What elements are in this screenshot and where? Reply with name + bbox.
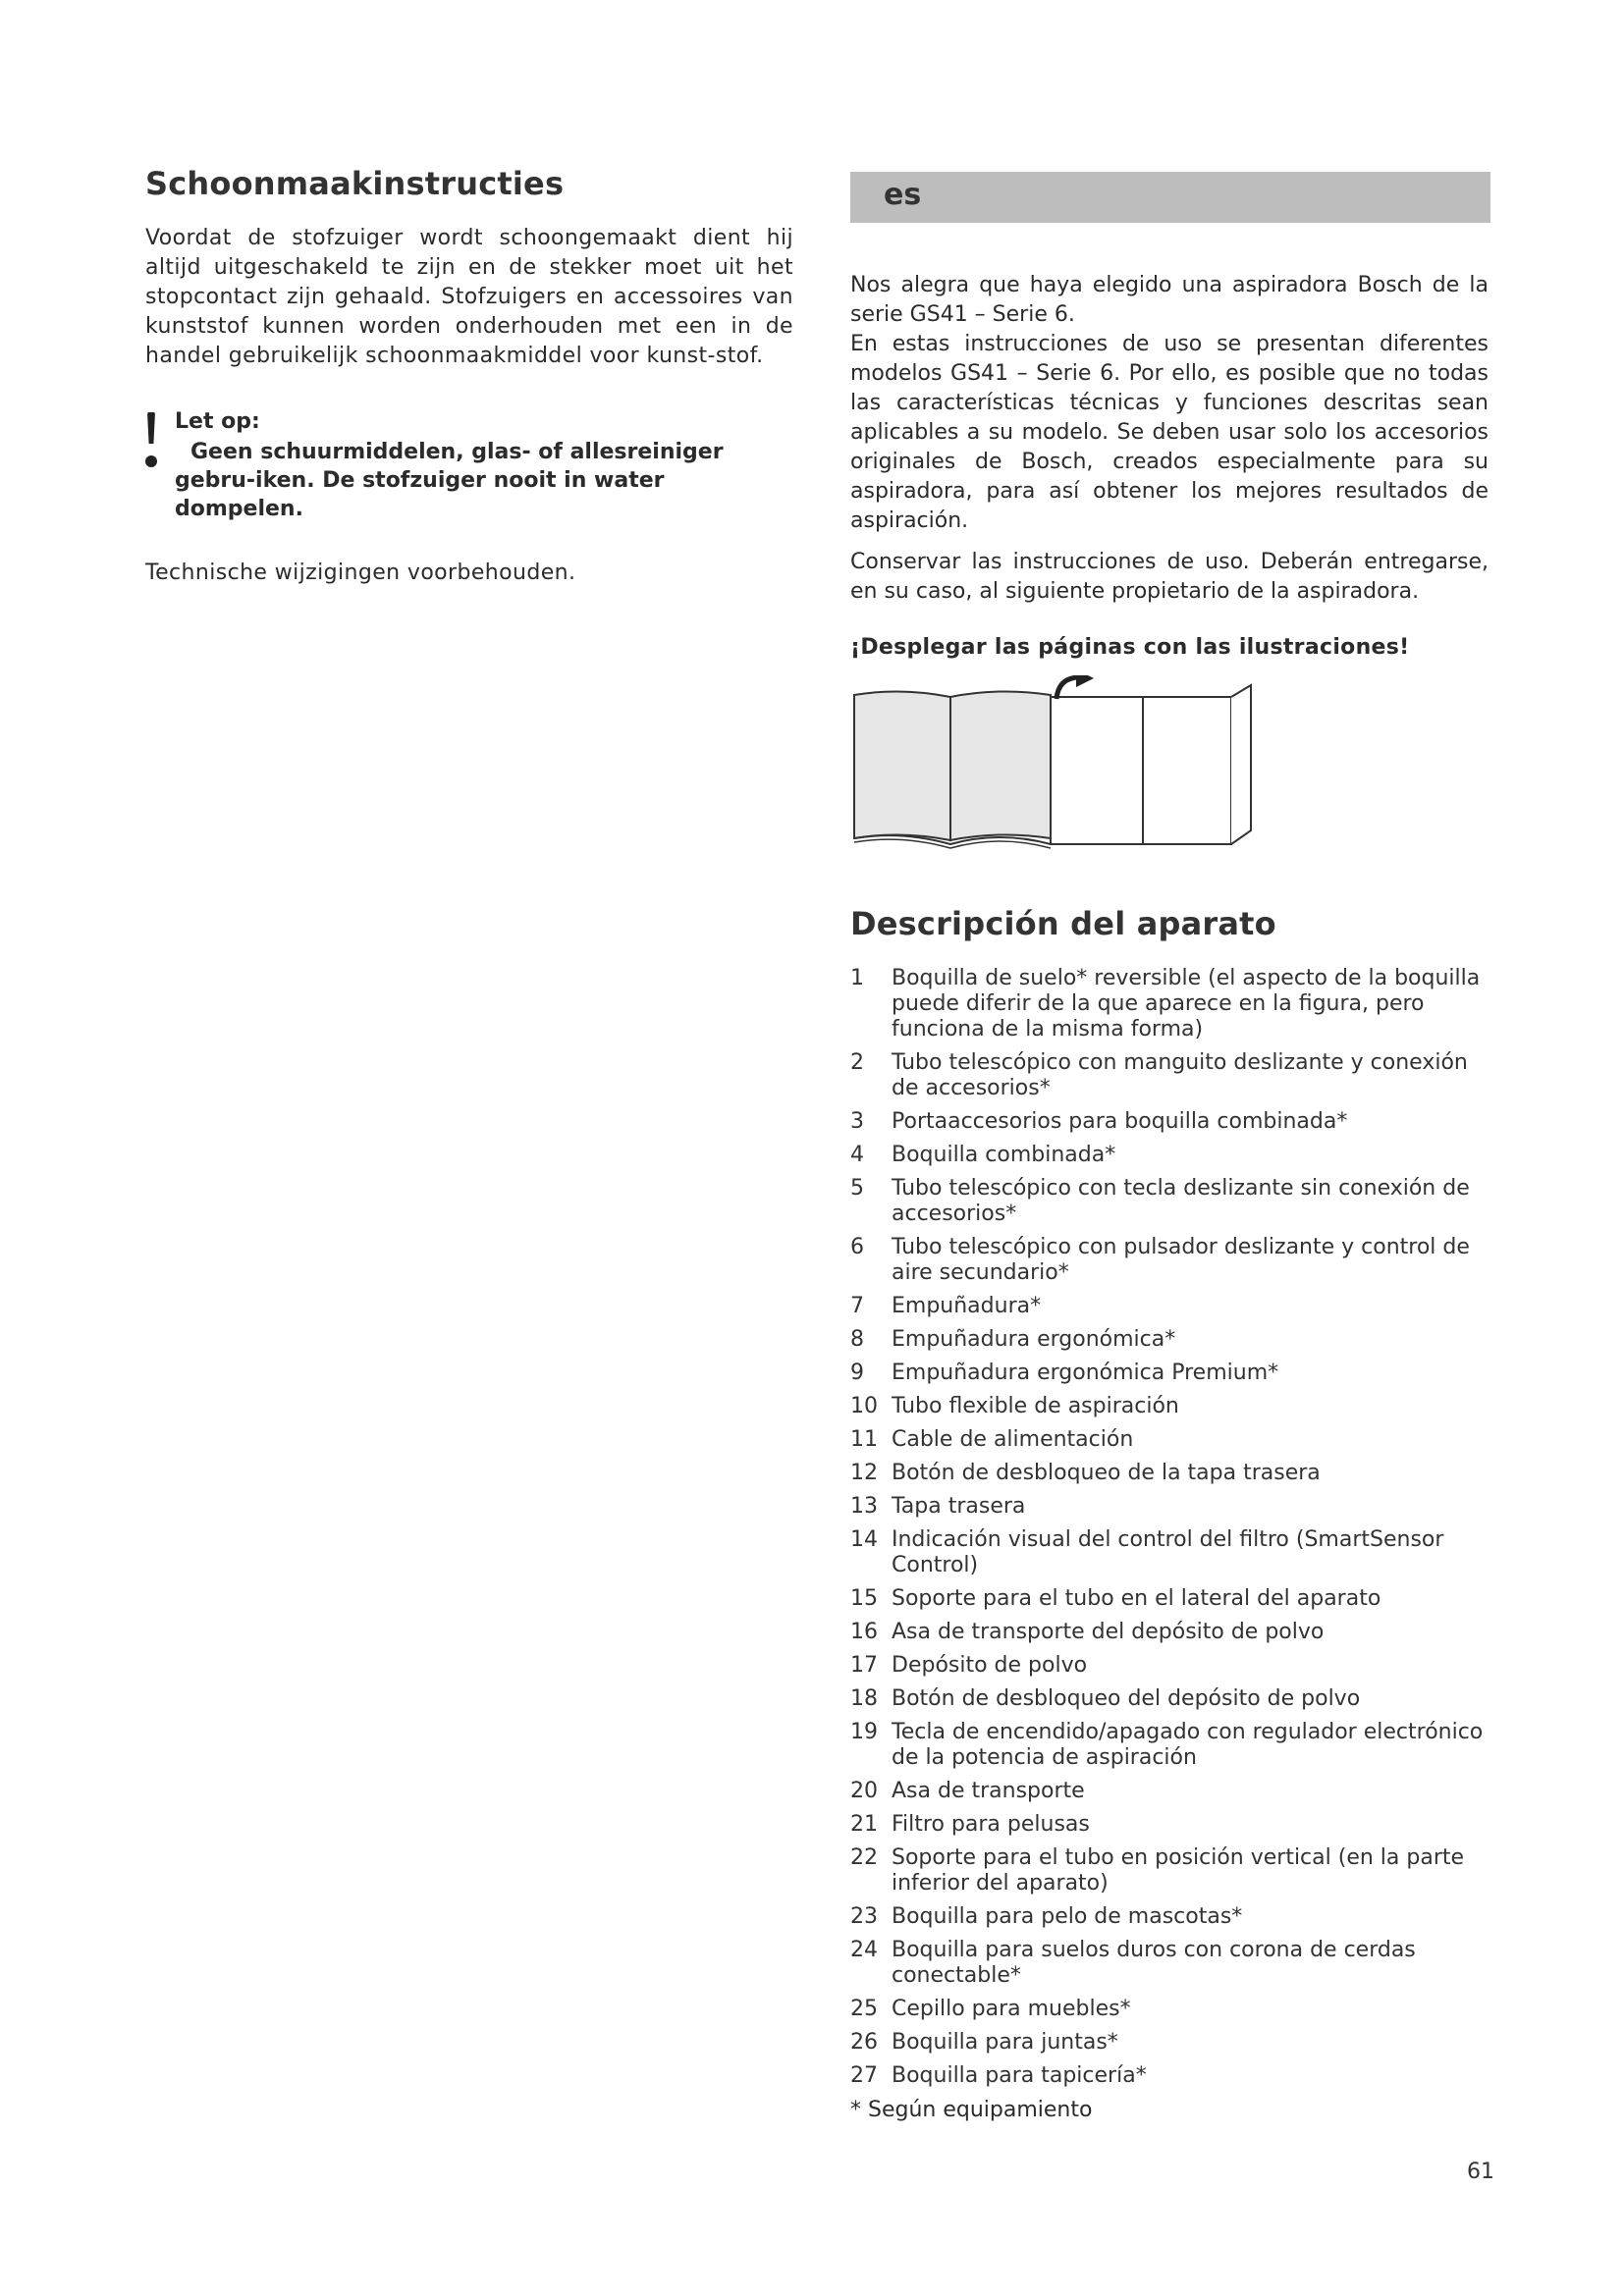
cleaning-paragraph: Voordat de stofzuiger wordt schoongemaakt dient hij altijd uitgeschakeld te zijn en de stekker moet uit het stopcontact zijn gehaald. Stofzuigers en accessoires van kunststof kunnen worden onderhouden met een in de handel gebruikelijk schoonmaakmiddel voor kunst-stof. <box>145 226 793 368</box>
list-item: 23 Boquilla para pelo de mascotas* <box>850 1904 1243 1929</box>
list-item: 10 Tubo flexible de aspiración <box>850 1394 1179 1418</box>
list-item: 27 Boquilla para tapicería* <box>850 2063 1147 2088</box>
exclamation-icon <box>145 412 159 471</box>
list-item: 21 Filtro para pelusas <box>850 1812 1090 1837</box>
list-item: 2 Tubo telescópico con manguito deslizante y conexión de accesorios* <box>850 1050 1468 1100</box>
list-item: 8 Empuñadura ergonómica* <box>850 1327 1176 1352</box>
list-item: 13 Tapa trasera <box>850 1494 1026 1519</box>
list-item: 19 Tecla de encendido/apagado con regulador electrónico de la potencia de aspiración <box>850 1720 1484 1770</box>
list-item: 17 Depósito de polvo <box>850 1653 1088 1678</box>
right-column <box>850 271 1489 2124</box>
warning-text: Geen schuurmiddelen, glas- of allesreiniger gebru-iken. De stofzuiger nooit in water dompelen. <box>175 440 724 521</box>
description-title: Descripción del aparato <box>850 905 1276 942</box>
list-item: 5 Tubo telescópico con tecla deslizante sin conexión de accesorios* <box>850 1176 1470 1226</box>
warning-block <box>145 408 793 523</box>
list-item: 7 Empuñadura* <box>850 1294 1042 1318</box>
language-code: es <box>884 178 922 212</box>
page-number: 61 <box>1467 2160 1494 2184</box>
intro-paragraph-2: En estas instrucciones de uso se presentan diferentes modelos GS41 – Serie 6. Por ello, es posible que no todas las características técnicas y funciones descritas sean aplicables a su modelo. Se deben usar solo los accesorios originales de Bosch, creados especialmente para su aspiradora, para así obtener los mejores resultados de aspiración. <box>850 332 1489 533</box>
warning-title: Let op: <box>175 409 260 434</box>
fold-out-instruction: ¡Desplegar las páginas con las ilustraciones! <box>850 635 1410 660</box>
list-item: 6 Tubo telescópico con pulsador deslizante y control de aire secundario* <box>850 1235 1470 1285</box>
cleaning-title: Schoonmaakinstructies <box>145 165 565 202</box>
list-item: 4 Boquilla combinada* <box>850 1143 1116 1167</box>
footnote: * Según equipamiento <box>850 2098 1093 2122</box>
list-item: 18 Botón de desbloqueo del depósito de polvo <box>850 1686 1361 1711</box>
list-item: 12 Botón de desbloqueo de la tapa trasera <box>850 1461 1321 1485</box>
intro-paragraph-3: Conservar las instrucciones de uso. Deberán entregarse, en su caso, al siguiente propietario de la aspiradora. <box>850 550 1489 604</box>
list-item: 15 Soporte para el tubo en el lateral del aparato <box>850 1586 1381 1611</box>
list-item: 3 Portaaccesorios para boquilla combinada* <box>850 1109 1348 1134</box>
list-item: 22 Soporte para el tubo en posición vertical (en la parte inferior del aparato) <box>850 1845 1465 1896</box>
list-item: 26 Boquilla para juntas* <box>850 2030 1118 2055</box>
fold-out-illustration <box>852 675 1265 862</box>
list-item: 9 Empuñadura ergonómica Premium* <box>850 1361 1279 1385</box>
left-column <box>145 165 793 588</box>
list-item: 1 Boquilla de suelo* reversible (el aspecto de la boquilla puede diferir de la que aparece en la figura, pero funciona de la misma forma) <box>850 966 1481 1041</box>
language-header-bar <box>850 172 1490 223</box>
list-item: 16 Asa de transporte del depósito de polvo <box>850 1620 1325 1644</box>
intro-paragraph-1: Nos alegra que haya elegido una aspiradora Bosch de la serie GS41 – Serie 6. <box>850 273 1489 327</box>
list-item: 24 Boquilla para suelos duros con corona de cerdas conectable* <box>850 1938 1416 1988</box>
technical-note: Technische wijzigingen voorbehouden. <box>145 561 576 585</box>
list-item: 25 Cepillo para muebles* <box>850 1997 1131 2021</box>
list-item: 11 Cable de alimentación <box>850 1427 1134 1452</box>
parts-list <box>850 966 1489 2089</box>
list-item: 20 Asa de transporte <box>850 1779 1085 1803</box>
list-item: 14 Indicación visual del control del filtro (SmartSensor Control) <box>850 1527 1444 1577</box>
